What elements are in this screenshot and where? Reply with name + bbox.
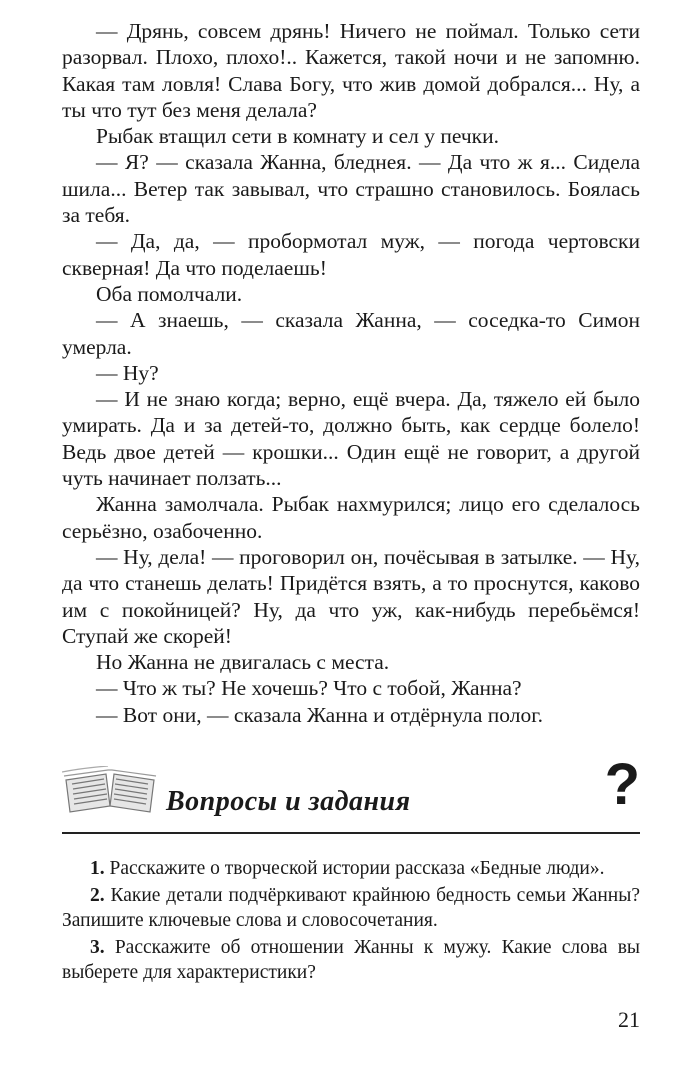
section-title: Вопросы и задания (166, 786, 411, 817)
paragraph: — Ну? (96, 360, 159, 385)
section-header (62, 752, 640, 832)
paragraph: Рыбак втащил сети в комнату и сел у печки. (96, 124, 499, 149)
page-number: 21 (618, 1007, 640, 1032)
paragraph: — А знаешь, — сказала Жанна, — соседка-то Симон умерла. (62, 308, 640, 359)
task-text: Расскажите о творческой истории рассказа «Бедные люди». (109, 858, 605, 879)
task-number: 2. (90, 885, 105, 906)
paragraph: — Вот они, — сказала Жанна и отдёрнула полог. (96, 702, 543, 727)
task-list (62, 856, 640, 987)
task-item (62, 935, 640, 985)
paragraph: — Что ж ты? Не хочешь? Что с тобой, Жанна? (96, 676, 522, 701)
open-book-icon (62, 766, 158, 816)
section-divider (62, 832, 640, 834)
task-number: 1. (90, 858, 105, 879)
task-number: 3. (90, 937, 105, 958)
paragraph: — Дрянь, совсем дрянь! Ничего не поймал. Только сети разорвал. Плохо, плохо!.. Кажется, такой ночи и не запомню. Какая там ловля! Слава Богу, что жив домой добрался... Ну, а ты что тут без меня делала? (62, 19, 640, 122)
paragraph: — И не знаю когда; верно, ещё вчера. Да, тяжело ей было умирать. Да и за детей-то, должно быть, как сердце болело! Ведь двое детей — крошки... Один ещё не говорит, а другой чуть начинает ползать... (62, 387, 640, 491)
paragraph: Жанна замолчала. Рыбак нахмурился; лицо его сделалось серьёзно, озабоченно. (62, 492, 640, 543)
paragraph: Но Жанна не двигалась с места. (96, 650, 390, 675)
story-text (62, 18, 640, 728)
question-mark-icon: ? (604, 752, 640, 817)
task-item (62, 856, 640, 881)
task-item (62, 883, 640, 933)
task-text: Какие детали подчёркивают крайнюю бедность семьи Жанны? Запишите ключевые слова и словосочетания. (62, 885, 641, 931)
paragraph: — Ну, дела! — проговорил он, почёсывая в затылке. — Ну, да что станешь делать! Придётся взять, а то проснутся, каково им с покойницей? Ну, да что уж, как-нибудь перебьёмся! Ступай же скорей! (62, 544, 640, 648)
paragraph: Оба помолчали. (96, 281, 243, 306)
task-text: Расскажите об отношении Жанны к мужу. Какие слова вы выберете для характеристики? (62, 937, 641, 983)
paragraph: — Я? — сказала Жанна, бледнея. — Да что ж я... Сидела шила... Ветер так завывал, что страшно становилось. Боялась за тебя. (62, 150, 640, 228)
paragraph: — Да, да, — пробормотал муж, — погода чертовски скверная! Да что поделаешь! (62, 229, 640, 280)
